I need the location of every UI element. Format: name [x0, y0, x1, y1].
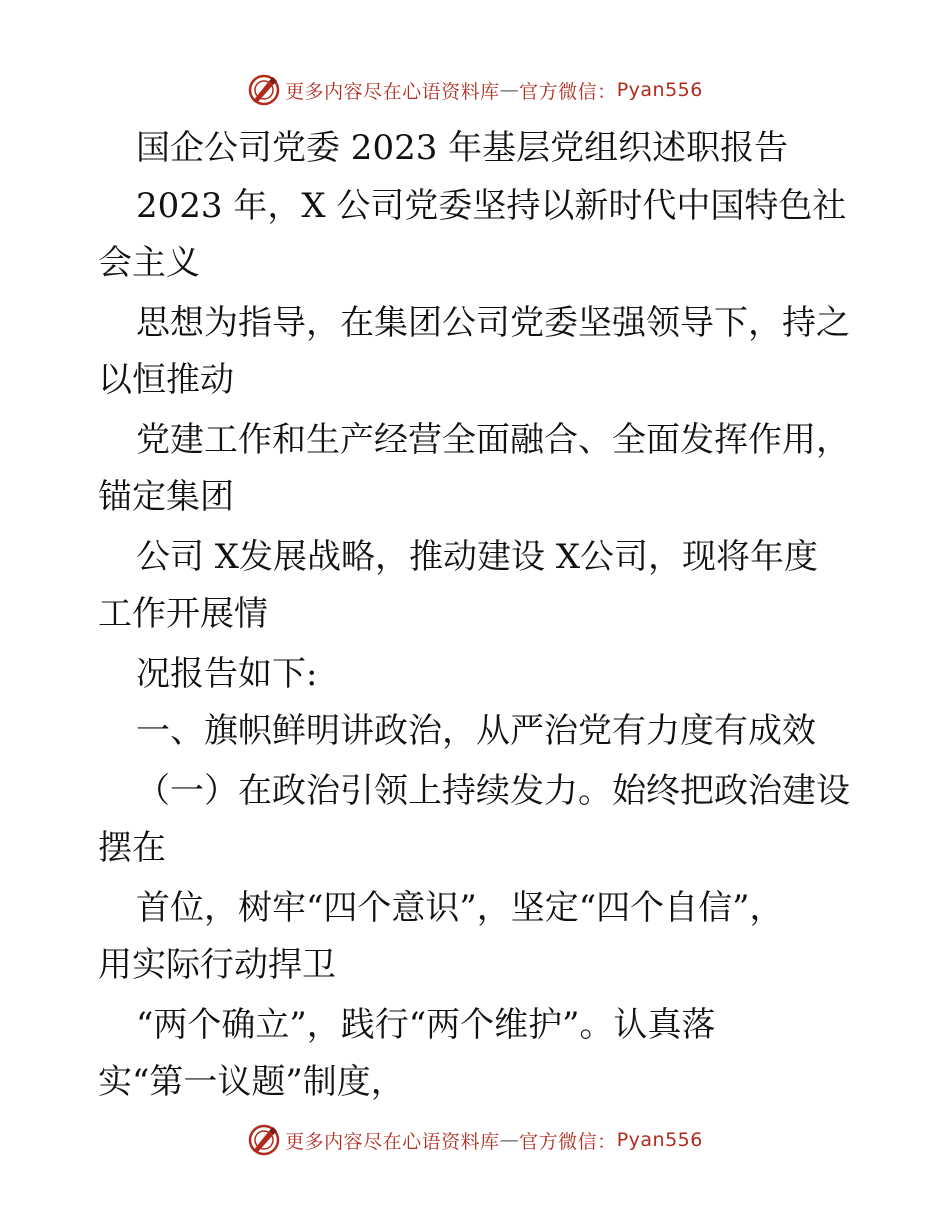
paragraph-line: 实“第一议题”制度，: [98, 1062, 405, 1102]
paragraph-line: 况报告如下:: [136, 654, 318, 694]
section-heading: 一、旗帜鲜明讲政治，从严治党有力度有成效: [136, 711, 816, 751]
banner-label: 官方微信：: [519, 1130, 617, 1153]
paragraph-line: 思想为指导，在集团公司党委坚强领导下，持之: [136, 303, 850, 343]
banner-dash: —: [499, 79, 520, 101]
paragraph-line: 首位，树牢“四个意识”，坚定“四个自信”，: [136, 888, 784, 928]
document-title: 国企公司党委 2023 年基层党组织述职报告: [136, 128, 789, 168]
paragraph-line: “两个确立”，践行“两个维护”。认真落: [136, 1005, 716, 1045]
pen-logo-icon: [247, 1123, 281, 1157]
paragraph-line: 摆在: [98, 828, 166, 868]
paragraph-line: 锚定集团: [98, 477, 234, 517]
pen-logo-icon: [247, 73, 281, 107]
banner-wechat-id: Pyan556: [616, 1129, 703, 1151]
paragraph-line: 公司 X发展战略，推动建设 X公司，现将年度: [136, 537, 819, 577]
footer-watermark-banner: [0, 1120, 950, 1160]
paragraph-line: 用实际行动捍卫: [98, 945, 336, 985]
banner-wechat-id: Pyan556: [616, 79, 703, 101]
banner-text: 更多内容尽在心语资料库: [285, 80, 500, 103]
paragraph-line: 以恒推动: [98, 360, 234, 400]
paragraph-line: 工作开展情: [98, 594, 268, 634]
paragraph-line: 党建工作和生产经营全面融合、全面发挥作用，: [136, 420, 850, 460]
paragraph-line: 2023 年，X 公司党委坚持以新时代中国特色社: [136, 186, 847, 226]
banner-dash: —: [499, 1129, 520, 1151]
paragraph-line: 会主义: [98, 243, 200, 283]
paragraph-line: （一）在政治引领上持续发力。始终把政治建设: [136, 771, 850, 811]
header-watermark-banner: [0, 70, 950, 110]
banner-label: 官方微信：: [519, 80, 617, 103]
banner-text: 更多内容尽在心语资料库: [285, 1130, 500, 1153]
